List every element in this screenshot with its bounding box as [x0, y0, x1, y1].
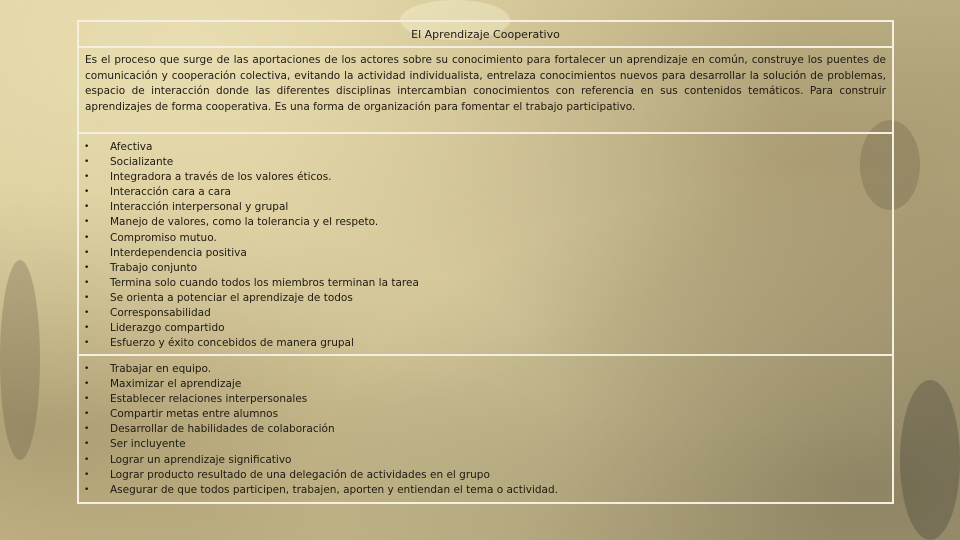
- list-item: [79, 468, 892, 483]
- objectives-list: [79, 362, 892, 498]
- list-item: [79, 437, 892, 452]
- background-stain: [0, 260, 40, 460]
- content-table: [77, 20, 894, 504]
- bullet-icon: •: [84, 292, 90, 303]
- bullet-icon: •: [84, 424, 90, 435]
- list-item: [79, 407, 892, 422]
- list-item-text: Interacción cara a cara: [110, 186, 231, 199]
- bullet-icon: •: [84, 469, 90, 480]
- list-item: [79, 140, 892, 155]
- list-item: [79, 362, 892, 377]
- bullet-icon: •: [84, 454, 90, 465]
- bullet-icon: •: [84, 308, 90, 319]
- list-item-text: Compartir metas entre alumnos: [110, 408, 279, 421]
- bullet-icon: •: [84, 172, 90, 183]
- list-item: [79, 215, 892, 230]
- list-item-text: Liderazgo compartido: [110, 322, 225, 335]
- list-item-text: Lograr un aprendizaje significativo: [110, 453, 292, 466]
- list-item: [79, 306, 892, 321]
- list-item-text: Lograr producto resultado de una delegación de actividades en el grupo: [110, 468, 490, 481]
- bullet-icon: •: [84, 277, 90, 288]
- list-item: [79, 453, 892, 468]
- bullet-icon: •: [84, 484, 90, 495]
- list-item-text: Esfuerzo y éxito concebidos de manera grupal: [110, 337, 354, 350]
- list-item: [79, 200, 892, 215]
- bullet-icon: •: [84, 394, 90, 405]
- list-item-text: Maximizar el aprendizaje: [110, 378, 242, 391]
- bullet-icon: •: [84, 338, 90, 349]
- list-item-text: Desarrollar de habilidades de colaboración: [110, 423, 335, 436]
- list-item-text: Afectiva: [110, 141, 153, 153]
- objectives-row: [79, 356, 892, 502]
- title-row: [79, 22, 892, 48]
- bullet-icon: •: [84, 142, 90, 152]
- bullet-icon: •: [84, 202, 90, 213]
- list-item: [79, 185, 892, 200]
- bullet-icon: •: [84, 323, 90, 334]
- list-item-text: Integradora a través de los valores éticos.: [110, 171, 332, 184]
- bullet-icon: •: [84, 409, 90, 420]
- list-item-text: Manejo de valores, como la tolerancia y el respeto.: [110, 216, 379, 229]
- page-title: El Aprendizaje Cooperativo: [411, 27, 560, 41]
- bullet-icon: •: [84, 187, 90, 198]
- list-item: [79, 276, 892, 291]
- list-item-text: Establecer relaciones interpersonales: [110, 393, 308, 406]
- list-item-text: Corresponsabilidad: [110, 307, 211, 320]
- list-item: [79, 246, 892, 261]
- list-item-text: Termina solo cuando todos los miembros terminan la tarea: [110, 276, 419, 289]
- list-item-text: Socializante: [110, 156, 174, 169]
- list-item: [79, 155, 892, 170]
- list-item: [79, 170, 892, 185]
- list-item: [79, 291, 892, 306]
- bullet-icon: •: [84, 439, 90, 450]
- list-item: [79, 483, 892, 498]
- list-item: [79, 321, 892, 336]
- list-item-text: Trabajo conjunto: [110, 261, 198, 274]
- bullet-icon: •: [84, 364, 90, 374]
- bullet-icon: •: [84, 232, 90, 243]
- list-item-text: Interacción interpersonal y grupal: [110, 201, 289, 214]
- bullet-icon: •: [84, 217, 90, 228]
- list-item-text: Asegurar de que todos participen, trabajen, aporten y entiendan el tema o actividad.: [110, 483, 558, 496]
- bullet-icon: •: [84, 262, 90, 273]
- list-item-text: Interdependencia positiva: [110, 246, 247, 259]
- list-item-text: Compromiso mutuo.: [110, 231, 217, 244]
- list-item: [79, 231, 892, 246]
- definition-row: [79, 48, 892, 134]
- background-stain: [900, 380, 960, 540]
- list-item: [79, 261, 892, 276]
- list-item-text: Se orienta a potenciar el aprendizaje de todos: [110, 291, 353, 304]
- list-item: [79, 336, 892, 351]
- bullet-icon: •: [84, 157, 90, 168]
- list-item-text: Ser incluyente: [110, 438, 186, 451]
- bullet-icon: •: [84, 247, 90, 258]
- characteristics-row: [79, 134, 892, 356]
- list-item: [79, 392, 892, 407]
- list-item-text: Trabajar en equipo.: [110, 363, 212, 375]
- list-item: [79, 422, 892, 437]
- bullet-icon: •: [84, 379, 90, 390]
- characteristics-list: [79, 140, 892, 351]
- list-item: [79, 377, 892, 392]
- definition-text: Es el proceso que surge de las aportaciones de los actores sobre su conocimiento para fortalecer un aprendizaje en común, construye los puentes de comunicación y cooperación colectiva, evitando la actividad individualista, entrelaza conocimientos nuevos para desarrollar la solución de problemas, espacio de interacción donde las diferentes disciplinas intercambian conocimientos con referencia en sus contenidos temáticos. Para construir aprendizajes de forma cooperativa. Es una forma de organización para fomentar el trabajo participativo.: [85, 54, 886, 113]
